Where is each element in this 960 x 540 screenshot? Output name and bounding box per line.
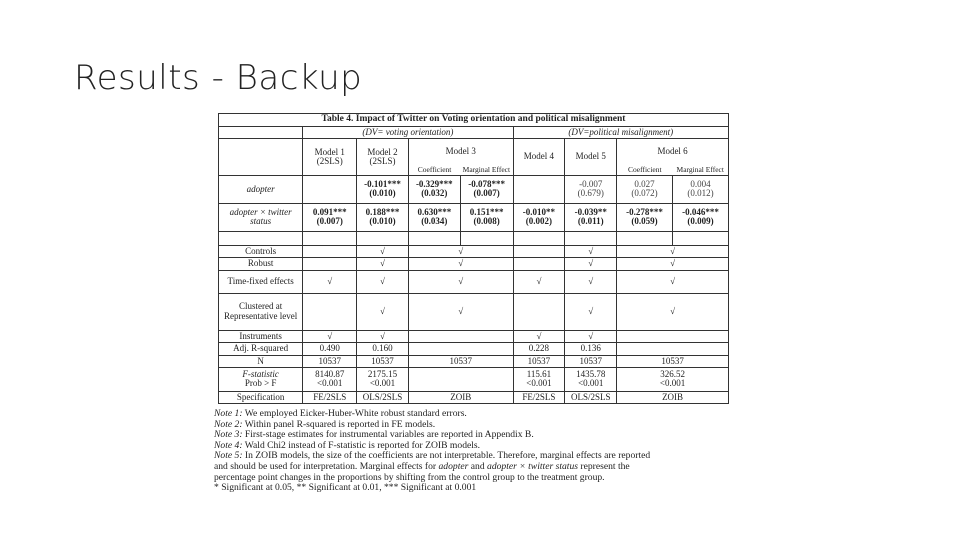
significance-note: * Significant at 0.05, ** Significant at 0.01, *** Significant at 0.001 [214, 482, 477, 494]
check-mark: √ [303, 270, 357, 293]
check-mark: √ [565, 258, 617, 270]
cell: 10537 [617, 355, 729, 367]
check-mark: √ [617, 245, 729, 257]
cell: -0.007 (0.679) [565, 175, 617, 203]
row-label: Controls [219, 245, 303, 257]
header-model-4: Model 4 [513, 139, 565, 175]
check-mark: √ [357, 245, 409, 257]
cell: 0.160 [357, 343, 409, 355]
cell: -0.278*** (0.059) [617, 203, 673, 231]
row-label: Clustered at Representative level [219, 293, 303, 330]
results-table [218, 113, 729, 404]
cell: -0.046*** (0.009) [672, 203, 728, 231]
note-3: Note 3: First-stage estimates for instrumental variables are reported in Appendix B. [214, 429, 534, 441]
cell: 10537 [408, 355, 513, 367]
check-mark: √ [565, 293, 617, 330]
cell: FE/2SLS [513, 391, 565, 403]
table-row-robust [219, 258, 729, 270]
note-1: Note 1: We employed Eicker-Huber-White robust standard errors. [214, 408, 467, 419]
header-model-5: Model 5 [565, 139, 617, 175]
cell: 0.630*** (0.034) [408, 203, 460, 231]
check-mark: √ [357, 270, 409, 293]
row-label: N [219, 355, 303, 367]
cell: -0.010** (0.002) [513, 203, 565, 231]
header-m3-coef: Coefficient [408, 165, 460, 175]
cell: -0.078*** (0.007) [460, 175, 513, 203]
table-notes [214, 409, 734, 494]
cell: 10537 [513, 355, 565, 367]
cell: 0.004 (0.012) [672, 175, 728, 203]
check-mark: √ [617, 270, 729, 293]
note-2: Note 2: Within panel R-squared is reported in FE models. [214, 418, 436, 430]
note-5-cont2: percentage point changes in the proportions by shifting from the control group to the treatment group. [214, 471, 605, 483]
table-row-n [219, 355, 729, 367]
cell: 0.091*** (0.007) [303, 203, 357, 231]
cell: 0.136 [565, 343, 617, 355]
check-mark: √ [408, 270, 513, 293]
header-model-2: Model 2 (2SLS) [357, 139, 409, 175]
cell: -0.101*** (0.010) [357, 175, 409, 203]
cell: 115.61 <0.001 [513, 367, 565, 391]
row-label: F-statistic Prob > F [219, 367, 303, 391]
cell: 0.228 [513, 343, 565, 355]
dv-left-header: (DV= voting orientation) [303, 126, 513, 138]
check-mark: √ [357, 293, 409, 330]
header-model-3: Model 3 [408, 139, 513, 165]
cell: 2175.15 <0.001 [357, 367, 409, 391]
row-label: adopter × twitter status [219, 203, 303, 231]
cell: -0.329*** (0.032) [408, 175, 460, 203]
table-row-controls [219, 245, 729, 257]
table-row-adj-r2 [219, 343, 729, 355]
dv-right-header: (DV=political misalignment) [513, 126, 728, 138]
check-mark: √ [513, 270, 565, 293]
check-mark: √ [408, 293, 513, 330]
check-mark: √ [565, 245, 617, 257]
cell: 10537 [303, 355, 357, 367]
cell: -0.039** (0.011) [565, 203, 617, 231]
table-row-time-fixed [219, 270, 729, 293]
cell: 10537 [565, 355, 617, 367]
table-row-fstat [219, 367, 729, 391]
header-model-6: Model 6 [617, 139, 729, 165]
table-row-instruments [219, 330, 729, 342]
check-mark: √ [357, 330, 409, 342]
cell: ZOIB [408, 391, 513, 403]
cell: 10537 [357, 355, 409, 367]
row-label: Specification [219, 391, 303, 403]
table-row-clustered [219, 293, 729, 330]
header-m3-me: Marginal Effect [460, 165, 513, 175]
cell: 1435.78 <0.001 [565, 367, 617, 391]
row-label: Adj. R-squared [219, 343, 303, 355]
note-4: Note 4: Wald Chi2 instead of F-statistic is reported for ZOIB models. [214, 439, 481, 451]
cell: 326.52 <0.001 [617, 367, 729, 391]
slide-title: Results - Backup [74, 58, 363, 98]
check-mark: √ [565, 270, 617, 293]
cell: 8140.87 <0.001 [303, 367, 357, 391]
cell: 0.490 [303, 343, 357, 355]
check-mark: √ [617, 293, 729, 330]
header-model-1: Model 1 (2SLS) [303, 139, 357, 175]
cell: OLS/2SLS [357, 391, 409, 403]
cell: ZOIB [617, 391, 729, 403]
check-mark: √ [617, 258, 729, 270]
cell: 0.188*** (0.010) [357, 203, 409, 231]
row-label: adopter [219, 175, 303, 203]
table-row-spec [219, 391, 729, 403]
check-mark: √ [565, 330, 617, 342]
header-m6-coef: Coefficient [617, 165, 673, 175]
check-mark: √ [357, 258, 409, 270]
cell: OLS/2SLS [565, 391, 617, 403]
cell: 0.151*** (0.008) [460, 203, 513, 231]
check-mark: √ [408, 245, 513, 257]
check-mark: √ [408, 258, 513, 270]
check-mark: √ [513, 330, 565, 342]
note-5: Note 5: In ZOIB models, the size of the coefficients are not interpretable. Therefore, marginal effects are reported [214, 450, 651, 462]
header-m6-me: Marginal Effect [672, 165, 728, 175]
check-mark: √ [303, 330, 357, 342]
cell: FE/2SLS [303, 391, 357, 403]
row-label: Time-fixed effects [219, 270, 303, 293]
cell: 0.027 (0.072) [617, 175, 673, 203]
table-caption: Table 4. Impact of Twitter on Voting orientation and political misalignment [219, 114, 729, 127]
table-row-adopter [219, 175, 729, 203]
table-row-interaction [219, 203, 729, 231]
note-5-cont: and should be used for interpretation. Marginal effects for adopter and adopter × twitter status represent the [214, 460, 630, 472]
row-label: Instruments [219, 330, 303, 342]
row-label: Robust [219, 258, 303, 270]
